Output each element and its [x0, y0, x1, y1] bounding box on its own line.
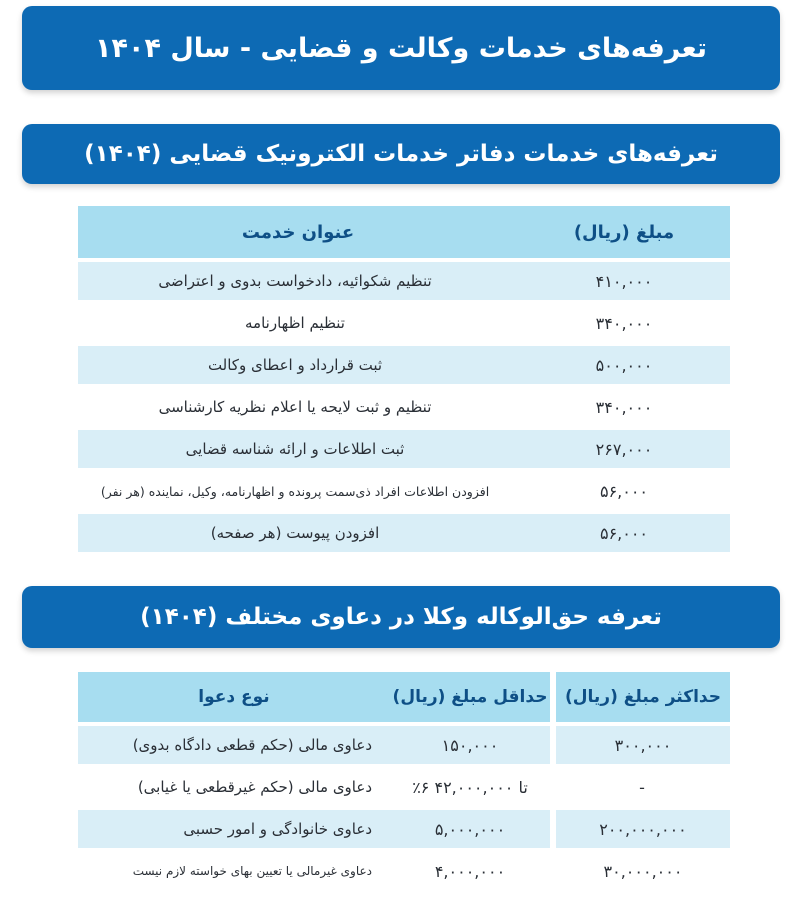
page-title: تعرفه‌های خدمات وکالت و قضایی - سال ۱۴۰۴: [22, 6, 780, 90]
case-type: دعاوی مالی (حکم غیرقطعی یا غیابی): [78, 768, 390, 806]
service-amount: ۴۱۰,۰۰۰: [518, 262, 736, 300]
min-amount: تا ۴۲,۰۰۰,۰۰۰ ۶٪: [390, 768, 556, 806]
service-title: ثبت اطلاعات و ارائه شناسه قضایی: [78, 430, 518, 468]
table-row: [78, 768, 736, 806]
service-title: افزودن اطلاعات افراد ذی‌سمت پرونده و اظهارنامه، وکیل، نماینده (هر نفر): [78, 472, 518, 510]
table-row: [78, 346, 736, 384]
max-amount: ۲۰۰,۰۰۰,۰۰۰: [556, 810, 736, 848]
header-amount: مبلغ (ریال): [518, 206, 736, 258]
service-amount: ۳۴۰,۰۰۰: [518, 388, 736, 426]
header-case-type: نوع دعوا: [78, 672, 390, 722]
table-row: [78, 514, 736, 552]
service-amount: ۵۶,۰۰۰: [518, 472, 736, 510]
case-type: دعاوی مالی (حکم قطعی دادگاه بدوی): [78, 726, 390, 764]
table-row: [78, 852, 736, 890]
service-title: تنظیم شکوائیه، دادخواست بدوی و اعتراضی: [78, 262, 518, 300]
max-amount: ۳۰,۰۰۰,۰۰۰: [556, 852, 736, 890]
table-row: [78, 472, 736, 510]
service-amount: ۵۰۰,۰۰۰: [518, 346, 736, 384]
table-header-row: [78, 672, 736, 722]
table-row: [78, 388, 736, 426]
section-lawyer-fees-title: تعرفه حق‌الوکاله وکلا در دعاوی مختلف (۱۴۰۴): [22, 586, 780, 648]
table-row: [78, 430, 736, 468]
max-amount: ۳۰۰,۰۰۰: [556, 726, 736, 764]
service-title: افزودن پیوست (هر صفحه): [78, 514, 518, 552]
header-service-title: عنوان خدمت: [78, 206, 518, 258]
lawyer-fees-table: [78, 668, 736, 894]
service-amount: ۳۴۰,۰۰۰: [518, 304, 736, 342]
service-title: تنظیم اظهارنامه: [78, 304, 518, 342]
min-amount: ۵,۰۰۰,۰۰۰: [390, 810, 556, 848]
table-row: [78, 262, 736, 300]
case-type: دعاوی غیرمالی یا تعیین بهای خواسته لازم نیست: [78, 852, 390, 890]
table-row: [78, 726, 736, 764]
max-amount: -: [556, 768, 736, 806]
service-title: ثبت قرارداد و اعطای وکالت: [78, 346, 518, 384]
table-row: [78, 810, 736, 848]
header-max-amount: حداکثر مبلغ (ریال): [556, 672, 736, 722]
min-amount: ۱۵۰,۰۰۰: [390, 726, 556, 764]
service-amount: ۲۶۷,۰۰۰: [518, 430, 736, 468]
table-header-row: [78, 206, 736, 258]
service-amount: ۵۶,۰۰۰: [518, 514, 736, 552]
section-services-title: تعرفه‌های خدمات دفاتر خدمات الکترونیک قضایی (۱۴۰۴): [22, 124, 780, 184]
header-min-amount: حداقل مبلغ (ریال): [390, 672, 556, 722]
table-row: [78, 304, 736, 342]
case-type: دعاوی خانوادگی و امور حسبی: [78, 810, 390, 848]
min-amount: ۴,۰۰۰,۰۰۰: [390, 852, 556, 890]
service-title: تنظیم و ثبت لایحه یا اعلام نظریه کارشناسی: [78, 388, 518, 426]
services-fee-table: [78, 202, 736, 556]
